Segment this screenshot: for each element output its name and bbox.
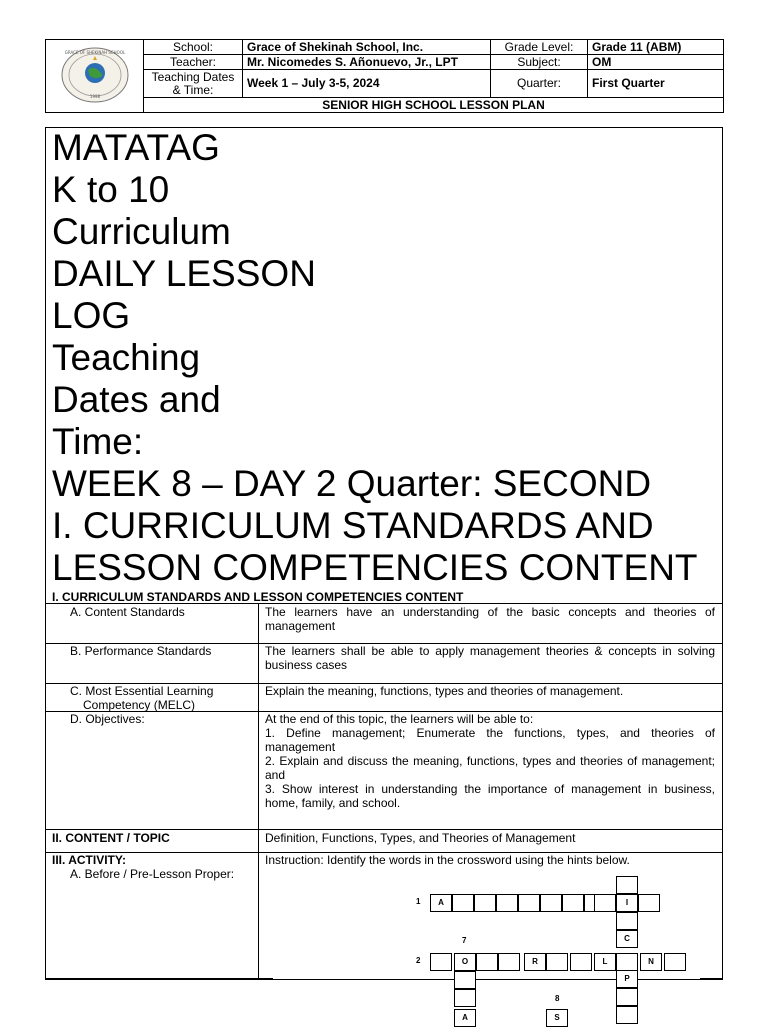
school-label: School:	[144, 40, 243, 55]
crossword-cell[interactable]	[594, 894, 616, 912]
content-standards-value: The learners have an understanding of the basic concepts and theories of management	[265, 605, 715, 633]
big-title-line: LESSON COMPETENCIES CONTENT	[52, 547, 698, 588]
crossword-cell[interactable]	[664, 953, 686, 971]
performance-standards-label: B. Performance Standards	[70, 644, 212, 658]
grade-label: Grade Level:	[491, 40, 588, 55]
crossword-cell[interactable]	[546, 953, 568, 971]
crossword-cell[interactable]	[616, 1006, 638, 1024]
crossword-cell[interactable]	[430, 953, 452, 971]
grade-value: Grade 11 (ABM)	[588, 40, 724, 55]
clue-number: 2	[416, 956, 421, 965]
big-title-line: I. CURRICULUM STANDARDS AND	[52, 505, 654, 546]
crossword-cell[interactable]	[454, 971, 476, 989]
content-standards-label: A. Content Standards	[70, 605, 185, 619]
plan-title: SENIOR HIGH SCHOOL LESSON PLAN	[144, 98, 724, 113]
content-topic-value: Definition, Functions, Types, and Theories of Management	[265, 831, 576, 845]
objective-item: 3. Show interest in understanding the importance of management in business, home, family, and school.	[265, 782, 715, 810]
crossword-cell[interactable]	[570, 953, 592, 971]
crossword-cell[interactable]: N	[640, 953, 662, 971]
big-title-line: DAILY LESSON	[52, 253, 316, 294]
quarter-value: First Quarter	[588, 70, 724, 98]
big-title-line: Time:	[52, 421, 144, 462]
crossword-cell[interactable]: A	[430, 894, 452, 912]
melc-label: C. Most Essential Learning	[70, 684, 214, 698]
crossword-cell[interactable]	[638, 894, 660, 912]
clue-number: 1	[416, 897, 421, 906]
crossword-cell[interactable]: A	[454, 1009, 476, 1027]
crossword-cell[interactable]: I	[616, 894, 638, 912]
content-topic-label: II. CONTENT / TOPIC	[52, 831, 170, 845]
melc-label-cont: Competency (MELC)	[83, 698, 196, 712]
big-title-line: Curriculum	[52, 211, 231, 252]
crossword-cell[interactable]	[616, 912, 638, 930]
subject-value: OM	[588, 55, 724, 70]
school-value: Grace of Shekinah School, Inc.	[243, 40, 491, 55]
section1-heading: I. CURRICULUM STANDARDS AND LESSON COMPETENCIES CONTENT	[52, 590, 464, 604]
teacher-value: Mr. Nicomedes S. Añonuevo, Jr., LPT	[243, 55, 491, 70]
big-title-line: K to 10	[52, 169, 170, 210]
big-title-line: MATATAG	[52, 127, 220, 168]
crossword-cell[interactable]	[562, 894, 584, 912]
performance-standards-value: The learners shall be able to apply management theories & concepts in solving business cases	[265, 644, 715, 672]
clue-number: 7	[462, 936, 467, 945]
logo-year: 1998	[89, 93, 100, 99]
crossword-cell[interactable]	[518, 894, 540, 912]
pre-lesson-label: A. Before / Pre-Lesson Proper:	[70, 867, 235, 881]
quarter-label: Quarter:	[491, 70, 588, 98]
crossword-cell[interactable]	[616, 988, 638, 1006]
crossword-cell[interactable]	[616, 876, 638, 894]
crossword-cell[interactable]: L	[594, 953, 616, 971]
crossword-cell[interactable]	[616, 953, 638, 971]
subject-label: Subject:	[491, 55, 588, 70]
logo-text-top: GRACE OF SHEKINAH SCHOOL	[64, 49, 125, 55]
crossword-cell[interactable]: R	[524, 953, 546, 971]
crossword-cell[interactable]: O	[454, 953, 476, 971]
crossword-cell[interactable]	[496, 894, 518, 912]
crossword-cell[interactable]: S	[546, 1009, 568, 1027]
crossword-cell[interactable]	[474, 894, 496, 912]
activity-instruction: Instruction: Identify the words in the crossword using the hints below.	[265, 853, 630, 867]
crossword-cell[interactable]	[452, 894, 474, 912]
big-title-line: Teaching	[52, 337, 201, 378]
teacher-label: Teacher:	[144, 55, 243, 70]
clue-number: 8	[555, 994, 560, 1003]
big-title-line: WEEK 8 – DAY 2 Quarter: SECOND	[52, 463, 652, 504]
objectives-label: D. Objectives:	[70, 712, 145, 726]
dates-value: Week 1 – July 3-5, 2024	[243, 70, 491, 98]
crossword-cell[interactable]	[476, 953, 498, 971]
big-title-line: Dates and	[52, 379, 221, 420]
objectives-intro: At the end of this topic, the learners will be able to:	[265, 712, 534, 726]
objective-item: 1. Define management; Enumerate the functions, types, and theories of management	[265, 726, 715, 754]
objective-item: 2. Explain and discuss the meaning, functions, types and theories of management; and	[265, 754, 715, 782]
crossword-cell[interactable]	[498, 953, 520, 971]
crossword-cell[interactable]	[540, 894, 562, 912]
melc-value: Explain the meaning, functions, types and theories of management.	[265, 684, 624, 698]
activity-label: III. ACTIVITY:	[52, 853, 126, 867]
dates-label: Teaching Dates & Time:	[144, 70, 243, 98]
crossword-cell[interactable]	[454, 989, 476, 1007]
crossword-cell[interactable]: P	[616, 970, 638, 988]
crossword-cell[interactable]: C	[616, 930, 638, 948]
big-title-line: LOG	[52, 295, 131, 336]
